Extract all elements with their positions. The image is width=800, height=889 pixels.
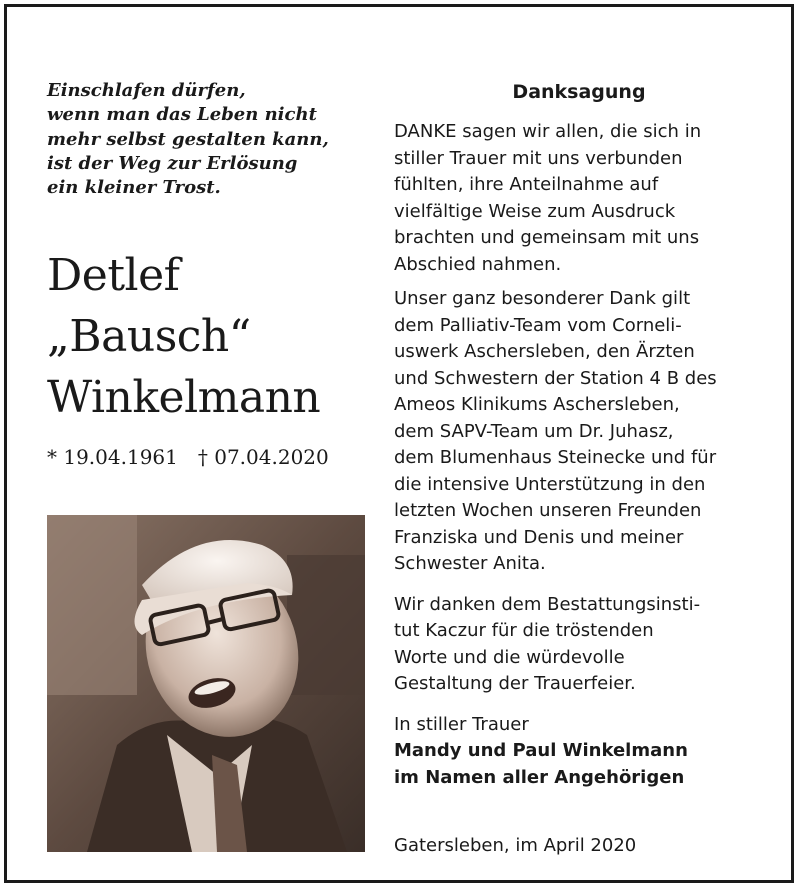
notice-heading: Danksagung [512, 81, 646, 103]
text-line: tut Kaczur für die tröstenden [394, 620, 654, 641]
last-name: Winkelmann [47, 372, 321, 423]
text-line: dem SAPV-Team um Dr. Juhasz, [394, 420, 674, 442]
text-line: die intensive Unterstützung in den [394, 473, 706, 495]
text-line: fühlten, ihre Anteilnahme auf [394, 174, 659, 195]
poem-line: Einschlafen dürfen, [47, 80, 246, 101]
text-line: vielfältige Weise zum Ausdruck [394, 200, 676, 222]
thanks-paragraph-3 [394, 592, 764, 698]
first-name: Detlef [47, 250, 180, 301]
text-line: DANKE sagen wir allen, die sich in [394, 121, 702, 142]
thanks-paragraph-2 [394, 286, 764, 578]
closing-intro: In stiller Trauer [394, 713, 529, 735]
nickname: „Bausch“ [47, 311, 251, 362]
text-line: Ameos Klinikums Aschersleben, [394, 394, 680, 415]
text-line: Wir danken dem Bestattungsinsti- [394, 593, 701, 615]
poem [47, 79, 347, 200]
mourners-names: Mandy und Paul Winkelmann [394, 740, 688, 761]
poem-line: wenn man das Leben nicht [47, 104, 317, 126]
text-line: letzten Wochen unseren Freunden [394, 500, 702, 521]
text-line: uswerk Aschersleben, den Ärzten [394, 341, 695, 362]
text-line: dem Palliativ-Team vom Corneli- [394, 314, 682, 336]
deceased-name [47, 245, 367, 428]
text-line: stiller Trauer mit uns verbunden [394, 147, 683, 169]
poem-line: ist der Weg zur Erlösung [47, 152, 298, 174]
text-line: Worte und die würdevolle [394, 646, 625, 668]
closing-block [394, 712, 764, 792]
mourners-relatives: im Namen aller Angehörigen [394, 766, 685, 788]
thank-you-section [394, 77, 764, 791]
text-line: Franziska und Denis und meiner [394, 526, 684, 548]
death-date: † 07.04.2020 [197, 445, 329, 469]
text-line: und Schwestern der Station 4 B des [394, 367, 717, 389]
life-dates [47, 443, 367, 471]
text-line: Gestaltung der Trauerfeier. [394, 673, 636, 694]
portrait-photo [47, 515, 365, 852]
poem-line: mehr selbst gestalten kann, [47, 128, 329, 150]
text-line: Unser ganz besonderer Dank gilt [394, 288, 691, 309]
obituary-frame [4, 4, 794, 883]
place-and-date: Gatersleben, im April 2020 [394, 835, 637, 856]
thanks-paragraph-1 [394, 119, 764, 278]
portrait-photo-image [47, 515, 365, 852]
text-line: brachten und gemeinsam mit uns [394, 227, 700, 248]
text-line: dem Blumenhaus Steinecke und für [394, 447, 717, 468]
poem-line: ein kleiner Trost. [47, 177, 221, 199]
text-line: Schwester Anita. [394, 553, 546, 574]
birth-date: * 19.04.1961 [47, 445, 178, 469]
text-line: Abschied nahmen. [394, 253, 562, 275]
